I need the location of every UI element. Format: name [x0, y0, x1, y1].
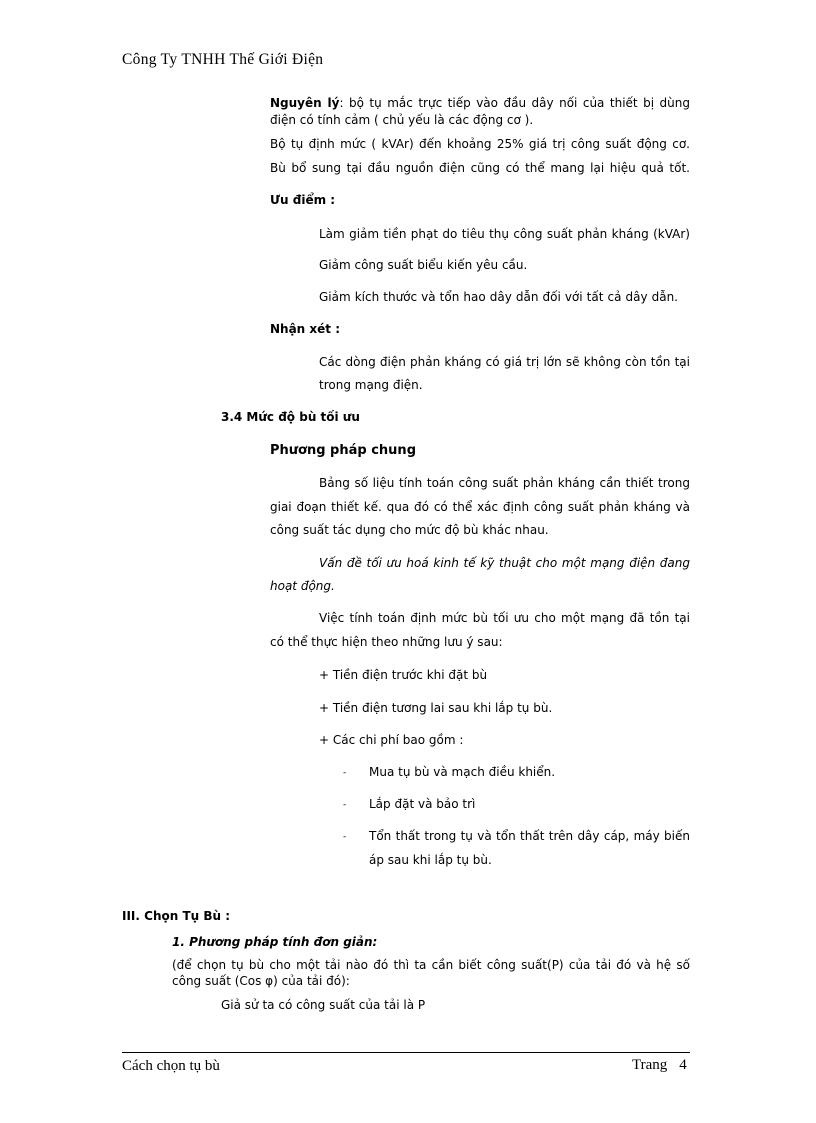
remark-line-2: trong mạng điện. [319, 378, 423, 392]
remark-heading: Nhận xét : [270, 322, 340, 336]
para1-line-2: giai đoạn thiết kế. qua đó có thể xác định công suất phản kháng và [270, 500, 690, 514]
advantage-item-1: Làm giảm tiền phạt do tiêu thụ công suất phản kháng (kVAr) [319, 227, 690, 241]
section-III-para-line-2: công suất (Cos φ) của tải đó): [172, 974, 350, 988]
section-3-4-heading: 3.4 Mức độ bù tối ưu [221, 410, 360, 424]
advantages-heading: Ưu điểm : [270, 193, 336, 207]
dash-bullet: - [343, 832, 347, 842]
plus-item-3: + Các chi phí bao gồm : [319, 733, 464, 747]
general-method-subheading: Phương pháp chung [270, 443, 416, 458]
footer-page-label: Trang [632, 1057, 668, 1073]
advantage-item-2: Giảm công suất biểu kiến yêu cầu. [319, 258, 528, 272]
footer-page [632, 1057, 687, 1074]
plus-item-1: + Tiền điện trước khi đặt bù [319, 668, 488, 682]
footer-title: Cách chọn tụ bù [122, 1058, 220, 1074]
assume-line: Giả sử ta có công suất của tải là P [221, 998, 426, 1012]
section-III-heading: III. Chọn Tụ Bù : [122, 909, 231, 923]
principle-line-1 [270, 96, 690, 110]
italic-para-line-1: Vấn đề tối ưu hoá kinh tế kỹ thuật cho một mạng điện đang [319, 556, 690, 570]
principle-line-2: điện có tính cảm ( chủ yếu là các động cơ ). [270, 113, 534, 127]
principle-line-1-text: : bộ tụ mắc trực tiếp vào đầu dây nối của thiết bị dùng [339, 96, 690, 110]
para2-line-2: có thể thực hiện theo những lưu ý sau: [270, 635, 503, 649]
footer-page-number: 4 [679, 1057, 687, 1073]
dash-item-1: Mua tụ bù và mạch điều khiển. [369, 765, 556, 779]
italic-para-line-2: hoạt động. [270, 579, 335, 593]
dash-bullet: - [343, 800, 347, 810]
advantage-item-3: Giảm kích thước và tổn hao dây dẫn đối với tất cả dây dẫn. [319, 290, 678, 304]
dash-item-3-line-2: áp sau khi lắp tụ bù. [369, 853, 492, 867]
para1-line-1: Bảng số liệu tính toán công suất phản kháng cần thiết trong [319, 476, 690, 490]
remark-line-1: Các dòng điện phản kháng có giá trị lớn sẽ không còn tồn tại [319, 355, 690, 369]
footer-rule [122, 1052, 690, 1053]
dash-item-2: Lắp đặt và bảo trì [369, 797, 476, 811]
principle-line-4: Bù bổ sung tại đầu nguồn điện cũng có thể mang lại hiệu quả tốt. [270, 161, 690, 175]
principle-label: Nguyên lý [270, 96, 340, 110]
para2-line-1: Việc tính toán định mức bù tối ưu cho một mạng đã tồn tại [319, 611, 690, 625]
principle-line-3: Bộ tụ định mức ( kVAr) đến khoảng 25% giá trị công suất động cơ. [270, 137, 690, 151]
para1-line-3: công suất tác dụng cho mức độ bù khác nhau. [270, 523, 549, 537]
dash-bullet: - [343, 768, 347, 778]
page-header-company: Công Ty TNHH Thế Giới Điện [122, 51, 324, 68]
section-III-para-line-1: (để chọn tụ bù cho một tải nào đó thì ta cần biết công suất(P) của tải đó và hệ số [172, 958, 690, 972]
simple-method-subheading: 1. Phương pháp tính đơn giản: [172, 935, 378, 949]
plus-item-2: + Tiền điện tương lai sau khi lắp tụ bù. [319, 701, 553, 715]
dash-item-3-line-1: Tổn thất trong tụ và tổn thất trên dây cáp, máy biến [369, 829, 690, 843]
